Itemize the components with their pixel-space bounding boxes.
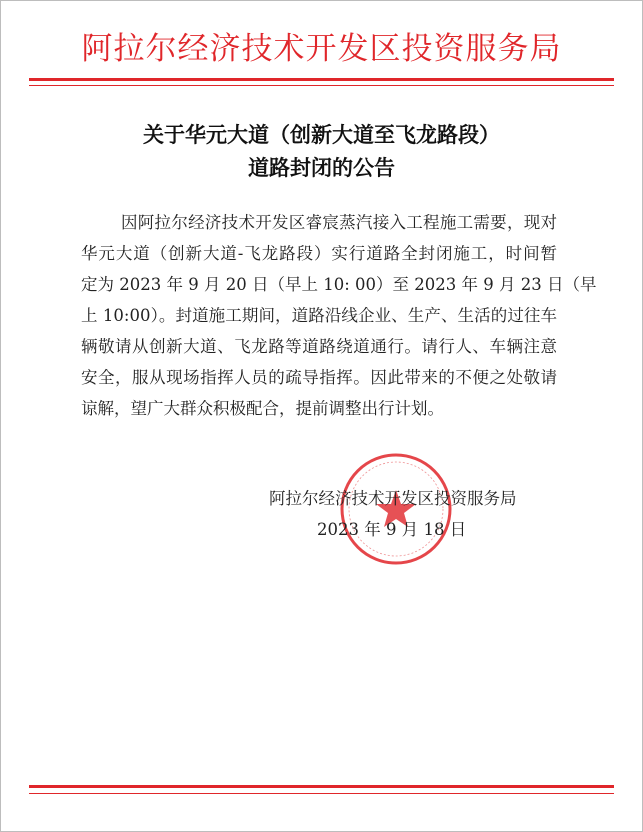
header-rule-thin <box>29 85 614 86</box>
issuing-org-header: 阿拉尔经济技术开发区投资服务局 <box>81 31 562 67</box>
body-line: 因阿拉尔经济技术开发区睿宸蒸汽接入工程施工需要，现对 <box>121 213 557 232</box>
body-line: 上 10:00）。封道施工期间，道路沿线企业、生产、生活的过往车 <box>81 306 557 325</box>
notice-title-line1: 关于华元大道（创新大道至飞龙路段） <box>143 122 500 147</box>
body-line: 定为 2023 年 9 月 20 日（早上 10: 00）至 2023 年 9 月 23 日（早 <box>81 275 597 294</box>
footer-rule-thin <box>29 793 614 794</box>
body-line: 安全，服从现场指挥人员的疏导指挥。因此带来的不便之处敬请 <box>81 368 557 387</box>
body-line: 辆敬请从创新大道、飞龙路等道路绕道通行。请行人、车辆注意 <box>81 337 557 356</box>
official-seal-icon <box>339 452 453 566</box>
signature-date: 2023 年 9 月 18 日 <box>317 520 467 539</box>
body-line: 华元大道（创新大道-飞龙路段）实行道路全封闭施工，时间暂 <box>81 244 557 263</box>
header-rule-thick <box>29 78 614 81</box>
notice-title-line2: 道路封闭的公告 <box>248 155 395 180</box>
body-line: 谅解，望广大群众积极配合，提前调整出行计划。 <box>81 399 444 418</box>
signature-org: 阿拉尔经济技术开发区投资服务局 <box>269 489 517 508</box>
footer-rule-thick <box>29 785 614 788</box>
